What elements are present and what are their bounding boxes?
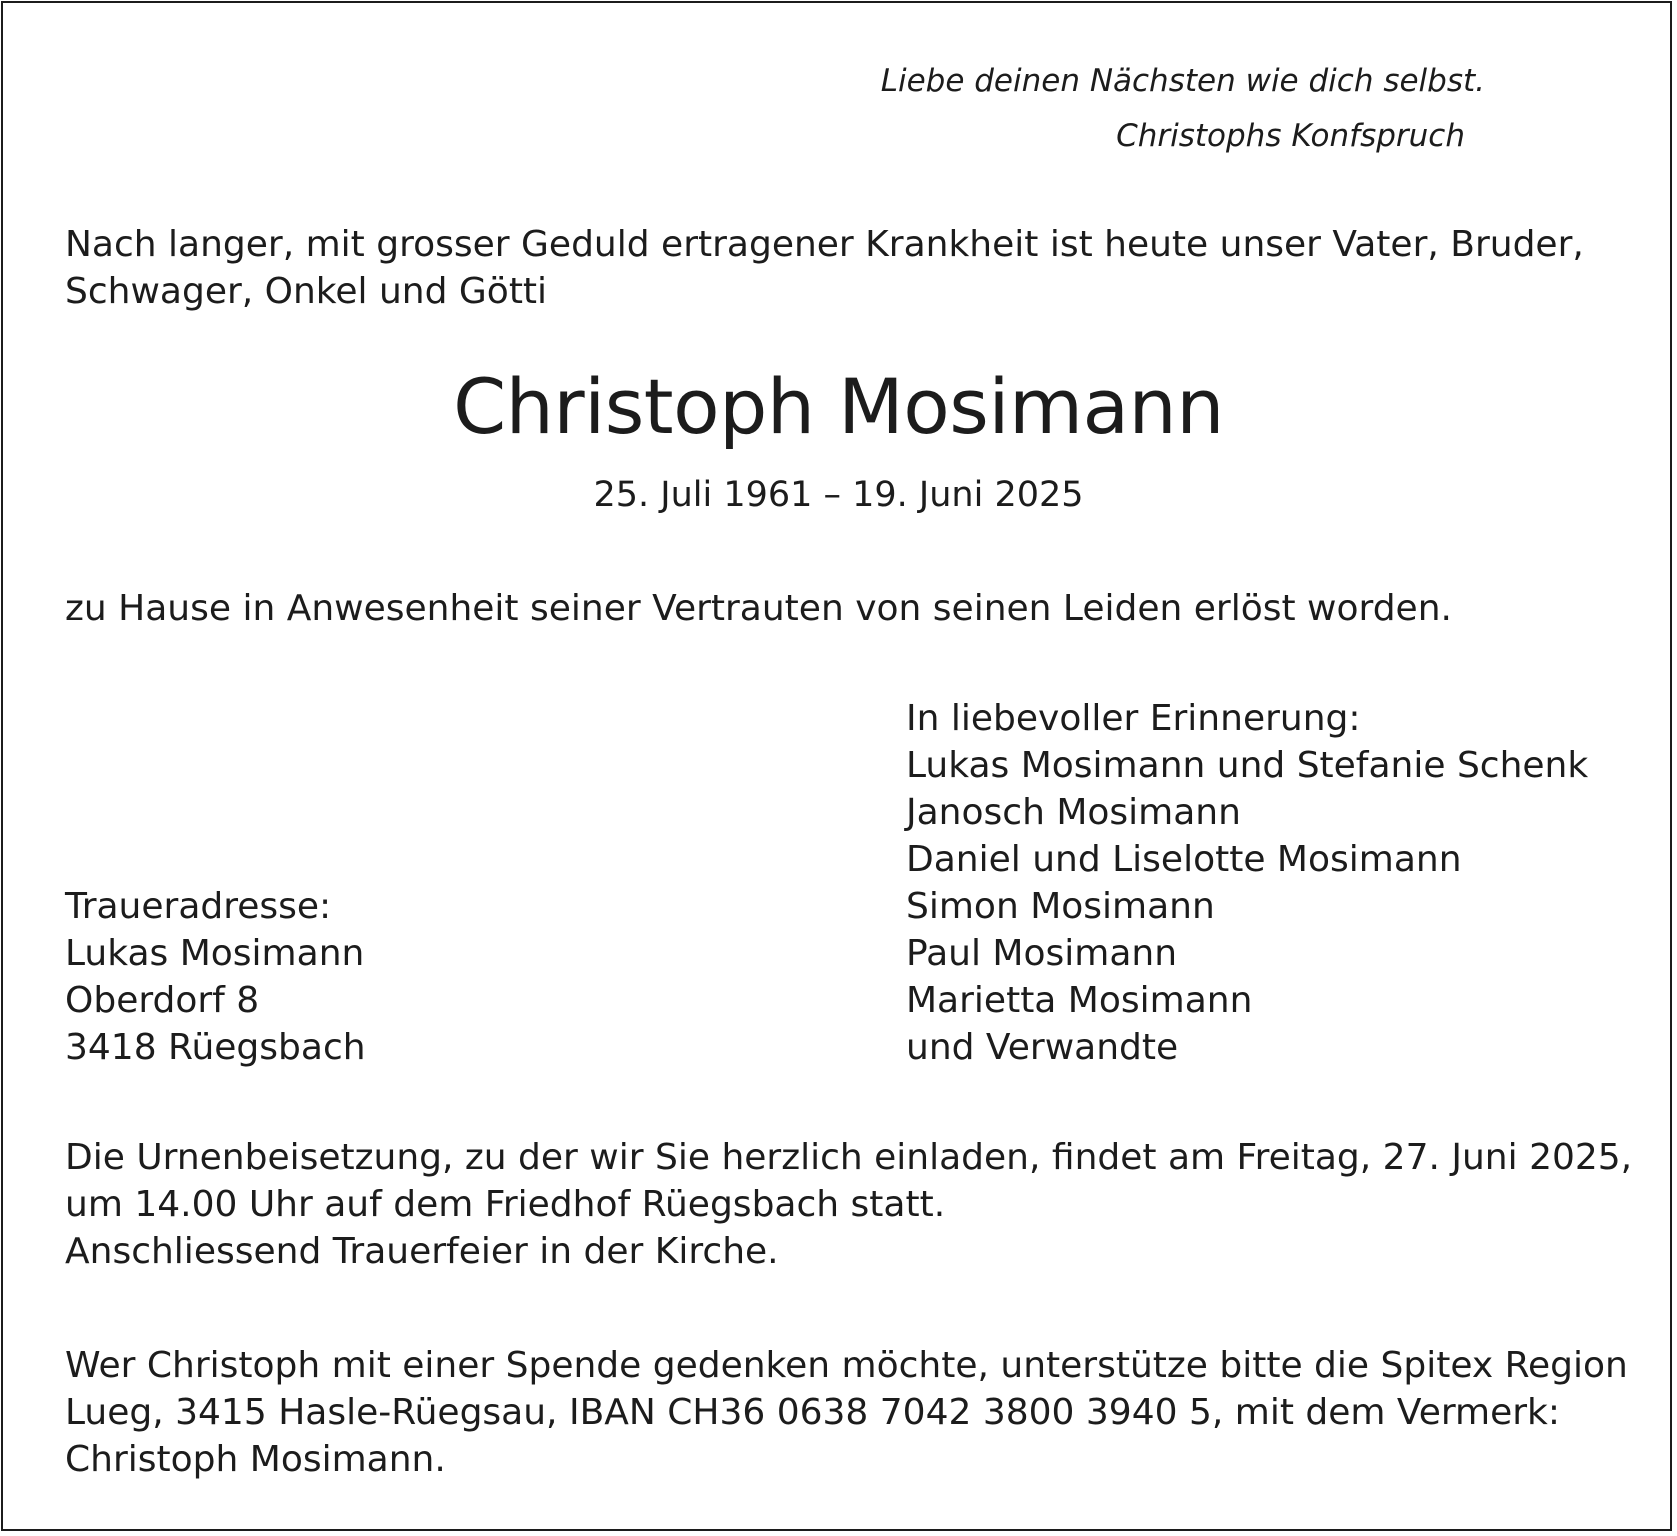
mourners-list [906,695,1588,1071]
continuation-text: zu Hause in Anwesenheit seiner Vertrauten von seinen Leiden erlöst worden. [65,588,1452,629]
mourners-heading: In liebevoller Erinnerung: [906,698,1361,739]
motto-source: Christophs Konfspruch [1116,118,1465,154]
deceased-name: Christoph Mosimann [453,362,1224,451]
donation-request [65,1342,1628,1483]
intro-paragraph [65,221,1584,315]
donation-line: Christoph Mosimann. [65,1439,446,1480]
address-line: Oberdorf 8 [65,980,260,1021]
funeral-line: um 14.00 Uhr auf dem Friedhof Rüegsbach statt. [65,1184,946,1225]
address-line: 3418 Rüegsbach [65,1027,366,1068]
intro-line: Nach langer, mit grosser Geduld ertragener Krankheit ist heute unser Vater, Bruder, [65,224,1584,265]
mourner-name: Paul Mosimann [906,933,1178,974]
life-dates: 25. Juli 1961 – 19. Juni 2025 [593,475,1084,515]
mourner-name: Daniel und Liselotte Mosimann [906,839,1462,880]
mourner-name: Janosch Mosimann [906,792,1241,833]
mourner-name: und Verwandte [906,1027,1179,1068]
donation-line: Lueg, 3415 Hasle-Rüegsau, IBAN CH36 0638 7042 3800 3940 5, mit dem Vermerk: [65,1392,1561,1433]
address-heading: Traueradresse: [65,886,332,927]
funeral-line: Anschliessend Trauerfeier in der Kirche. [65,1231,779,1272]
funeral-line: Die Urnenbeisetzung, zu der wir Sie herzlich einladen, findet am Freitag, 27. Juni 2025, [65,1137,1633,1178]
address-line: Lukas Mosimann [65,933,365,974]
motto [881,54,1485,164]
donation-line: Wer Christoph mit einer Spende gedenken möchte, unterstütze bitte die Spitex Region [65,1345,1628,1386]
mourning-address [65,883,366,1071]
mourner-name: Simon Mosimann [906,886,1215,927]
funeral-details [65,1134,1632,1275]
intro-line: Schwager, Onkel und Götti [65,271,548,312]
motto-quote: Liebe deinen Nächsten wie dich selbst. [880,63,1485,99]
mourner-name: Marietta Mosimann [906,980,1253,1021]
mourner-name: Lukas Mosimann und Stefanie Schenk [906,745,1589,786]
